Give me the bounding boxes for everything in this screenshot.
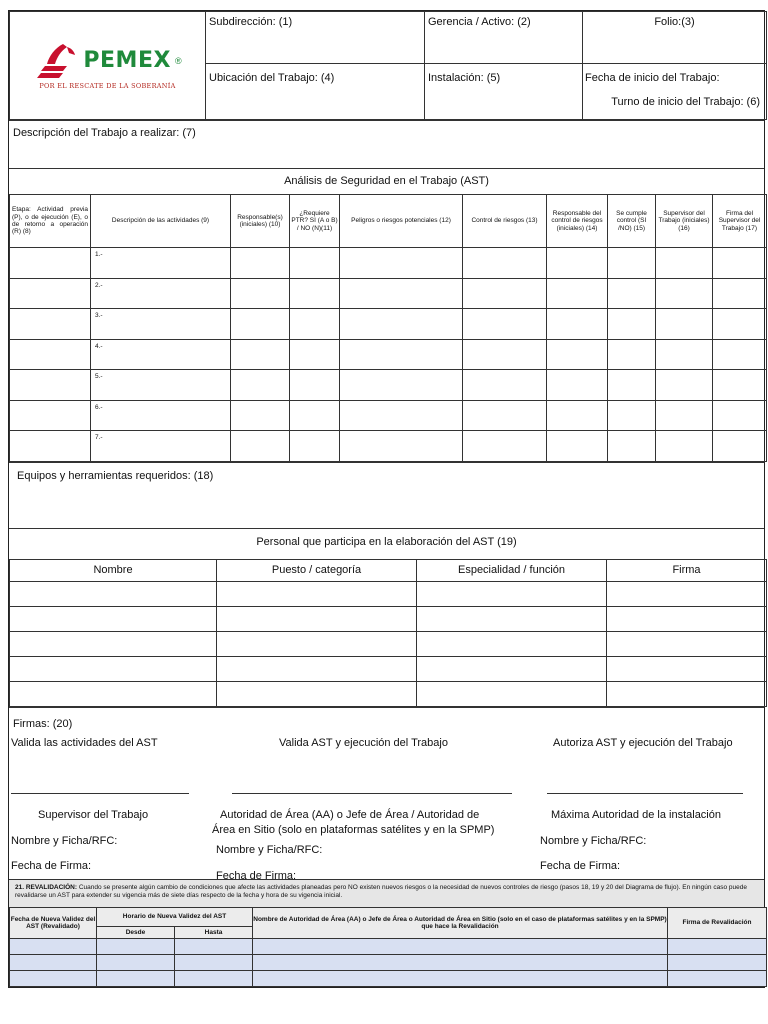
personal-title: Personal que participa en la elaboración del AST (19) [9,528,764,559]
table-cell[interactable] [290,370,340,401]
table-cell[interactable] [668,970,767,986]
table-cell[interactable] [340,370,463,401]
table-cell[interactable] [253,954,668,970]
table-cell[interactable] [231,400,290,431]
firma-col2-role-line1: Autoridad de Área (AA) o Jefe de Área / Autoridad de [220,808,480,821]
table-row [10,631,767,656]
table-cell[interactable] [656,309,713,340]
table-cell[interactable] [231,278,290,309]
table-cell[interactable] [10,656,217,681]
table-cell[interactable] [290,431,340,462]
nombre-ficha-autoridad-area[interactable]: Nombre y Ficha/RFC: [216,843,323,856]
logo-wordmark: PEMEX [83,48,171,73]
fecha-firma-autoridad-area[interactable]: Fecha de Firma: [216,869,297,882]
signature-line-maxima-autoridad[interactable] [547,793,743,794]
firma-col3-caption: Autoriza AST y ejecución del Trabajo [553,736,733,749]
revalidacion-text: Cuando se presente algún cambio de condiciones que afecte las actividades planeadas pero NO existen nuevos riesgos o la necesidad de nuevos controles de riesgo (pasos 18, 19 y 20 del Diagrama de flujo). En ningún caso puede revalidarse un AST para extender su vigencia más de siete días respecto de la fecha y hora de su vigencia inicial. [15,883,747,900]
pemex-eagle-icon [33,42,79,80]
ast-col-control: Control de riesgos (13) [463,195,547,248]
table-cell[interactable] [463,339,547,370]
form-header [9,11,767,120]
table-cell[interactable] [253,938,668,954]
descripcion-trabajo-field[interactable]: Descripción del Trabajo a realizar: (7) [9,120,764,168]
row-number[interactable]: 7.- [91,431,231,462]
nombre-ficha-supervisor[interactable]: Nombre y Ficha/RFC: [11,834,118,847]
table-cell[interactable] [463,431,547,462]
table-cell[interactable] [713,309,767,340]
row-number[interactable]: 3.- [91,309,231,340]
table-cell[interactable] [290,248,340,279]
table-cell[interactable] [463,278,547,309]
table-cell[interactable] [547,400,608,431]
gerencia-field[interactable]: Gerencia / Activo: (2) [425,12,583,64]
table-cell[interactable] [608,278,656,309]
equipos-field[interactable]: Equipos y herramientas requeridos: (18) [9,462,764,528]
table-cell[interactable] [608,431,656,462]
table-cell[interactable] [340,400,463,431]
table-cell[interactable] [10,954,97,970]
table-cell[interactable] [175,954,253,970]
table-cell[interactable] [417,631,607,656]
table-cell[interactable] [217,606,417,631]
table-cell[interactable] [547,339,608,370]
table-cell[interactable] [231,309,290,340]
col-firma-revalidacion: Firma de Revalidación [668,907,767,938]
col-especialidad: Especialidad / función [417,559,607,581]
ast-col-cumple: Se cumple control (SI /NO) (15) [608,195,656,248]
table-cell[interactable] [547,278,608,309]
ast-form [8,10,765,988]
table-cell[interactable] [417,581,607,606]
fecha-firma-maxima-autoridad[interactable]: Fecha de Firma: [540,859,621,872]
table-cell[interactable] [290,400,340,431]
table-row [10,606,767,631]
table-cell[interactable] [231,431,290,462]
table-cell[interactable] [217,681,417,706]
table-cell[interactable] [608,248,656,279]
col-fecha-validez: Fecha de Nueva Validez del AST (Revalidado) [10,907,97,938]
ast-col-ptr: ¿Requiere PTR? SI (A o B) / NO (N)(11) [290,195,340,248]
table-cell[interactable] [547,431,608,462]
table-cell[interactable] [656,431,713,462]
table-cell[interactable] [607,631,767,656]
table-cell[interactable] [10,309,91,340]
nombre-ficha-maxima-autoridad[interactable]: Nombre y Ficha/RFC: [540,834,647,847]
table-cell[interactable] [10,339,91,370]
table-row [10,431,767,462]
row-number[interactable]: 2.- [91,278,231,309]
table-cell[interactable] [340,431,463,462]
ast-col-etapa: Etapa: Actividad previa (P), o de ejecución (E), o de retorno a operación (R) (8) [10,195,91,248]
col-puesto: Puesto / categoría [217,559,417,581]
revalidacion-notice [9,879,764,907]
table-cell[interactable] [668,938,767,954]
row-number[interactable]: 5.- [91,370,231,401]
firma-col1-caption: Valida las actividades del AST [11,736,158,749]
table-cell[interactable] [10,431,91,462]
table-cell[interactable] [10,631,217,656]
fecha-turno-field[interactable] [583,64,767,120]
table-row [10,278,767,309]
table-cell[interactable] [217,631,417,656]
table-cell[interactable] [463,400,547,431]
table-cell[interactable] [607,681,767,706]
table-row [10,400,767,431]
table-row [10,681,767,706]
firma-col2-caption: Valida AST y ejecución del Trabajo [279,736,448,749]
row-number[interactable]: 1.- [91,248,231,279]
table-row [10,248,767,279]
table-cell[interactable] [463,370,547,401]
table-cell[interactable] [547,370,608,401]
table-cell[interactable] [10,370,91,401]
firmas-title: Firmas: (20) [13,717,73,730]
table-cell[interactable] [175,938,253,954]
table-cell[interactable] [231,339,290,370]
col-desde: Desde [97,926,175,938]
revalidacion-table [9,907,767,987]
table-cell[interactable] [656,278,713,309]
table-cell[interactable] [417,656,607,681]
table-cell[interactable] [290,309,340,340]
table-row [10,309,767,340]
table-cell[interactable] [97,938,175,954]
personal-table [9,559,767,707]
logo-tagline: POR EL RESCATE DE LA SOBERANÍA [39,81,176,90]
table-cell[interactable] [231,248,290,279]
fecha-inicio-label: Fecha de inicio del Trabajo: [585,72,720,84]
col-firma: Firma [607,559,767,581]
ast-col-responsable: Responsable(s) (iniciales) (10) [231,195,290,248]
col-horario: Horario de Nueva Validez del AST [97,907,253,926]
table-cell[interactable] [10,970,97,986]
table-cell[interactable] [97,954,175,970]
table-cell[interactable] [10,606,217,631]
table-cell[interactable] [290,339,340,370]
table-cell[interactable] [10,400,91,431]
table-cell[interactable] [607,656,767,681]
table-cell[interactable] [217,581,417,606]
table-cell[interactable] [253,970,668,986]
table-cell[interactable] [340,248,463,279]
table-cell[interactable] [713,400,767,431]
table-cell[interactable] [10,248,91,279]
table-cell[interactable] [713,339,767,370]
row-number[interactable]: 6.- [91,400,231,431]
table-cell[interactable] [10,581,217,606]
table-cell[interactable] [97,970,175,986]
turno-inicio-label: Turno de inicio del Trabajo: (6) [611,96,760,109]
ast-title: Análisis de Seguridad en el Trabajo (AST) [9,168,764,194]
table-cell[interactable] [668,954,767,970]
table-cell[interactable] [608,400,656,431]
table-cell[interactable] [607,581,767,606]
ast-col-peligros: Peligros o riesgos potenciales (12) [340,195,463,248]
table-cell[interactable] [608,309,656,340]
row-number[interactable]: 4.- [91,339,231,370]
table-cell[interactable] [290,278,340,309]
pemex-logo [10,12,206,120]
table-cell[interactable] [713,370,767,401]
table-cell[interactable] [656,339,713,370]
table-cell[interactable] [340,339,463,370]
table-cell[interactable] [217,656,417,681]
firma-col3-role: Máxima Autoridad de la instalación [551,808,721,821]
firma-col2-role-line2: Área en Sitio (solo en plataformas satélites y en la SPMP) [212,823,495,836]
table-row [10,938,767,954]
signature-line-supervisor[interactable] [11,793,189,794]
folio-field[interactable]: Folio:(3) [583,12,767,64]
signature-line-autoridad-area[interactable] [232,793,512,794]
subdireccion-field[interactable]: Subdirección: (1) [206,12,425,64]
ast-table [9,194,767,462]
table-cell[interactable] [231,370,290,401]
table-row [10,581,767,606]
table-cell[interactable] [340,309,463,340]
table-cell[interactable] [608,339,656,370]
table-cell[interactable] [547,309,608,340]
table-row [10,970,767,986]
table-cell[interactable] [713,278,767,309]
table-cell[interactable] [656,248,713,279]
table-cell[interactable] [607,606,767,631]
ubicacion-field[interactable]: Ubicación del Trabajo: (4) [206,64,425,120]
table-cell[interactable] [463,309,547,340]
ast-col-firma: Firma del Supervisor del Trabajo (17) [713,195,767,248]
col-nombre-autoridad: Nombre de Autoridad de Área (AA) o Jefe de Área o Autoridad de Área en Sitio (solo en el caso de plataformas satélites y en la SPMP) que hace la Revalidación [253,907,668,938]
table-row [10,954,767,970]
ast-col-descripcion: Descripción de las actividades (9) [91,195,231,248]
fecha-firma-supervisor[interactable]: Fecha de Firma: [11,859,92,872]
table-cell[interactable] [417,681,607,706]
table-cell[interactable] [175,970,253,986]
table-cell[interactable] [547,248,608,279]
table-row [10,370,767,401]
col-nombre: Nombre [10,559,217,581]
table-cell[interactable] [463,248,547,279]
table-cell[interactable] [608,370,656,401]
table-cell[interactable] [713,431,767,462]
firmas-section [9,707,764,882]
ast-col-resp-control: Responsable del control de riesgos (iniciales) (14) [547,195,608,248]
table-row [10,339,767,370]
table-row [10,656,767,681]
col-hasta: Hasta [175,926,253,938]
table-cell[interactable] [10,938,97,954]
ast-col-supervisor: Supervisor del Trabajo (iniciales) (16) [656,195,713,248]
table-cell[interactable] [656,400,713,431]
table-cell[interactable] [713,248,767,279]
personal-header-row [10,559,767,581]
ast-header-row [10,195,767,248]
table-cell[interactable] [10,278,91,309]
table-cell[interactable] [10,681,217,706]
table-cell[interactable] [417,606,607,631]
table-cell[interactable] [340,278,463,309]
revalidacion-label: 21. REVALIDACIÓN: [15,883,77,891]
registered-mark: ® [174,55,182,66]
firma-col1-role: Supervisor del Trabajo [38,808,149,821]
instalacion-field[interactable]: Instalación: (5) [425,64,583,120]
table-cell[interactable] [656,370,713,401]
